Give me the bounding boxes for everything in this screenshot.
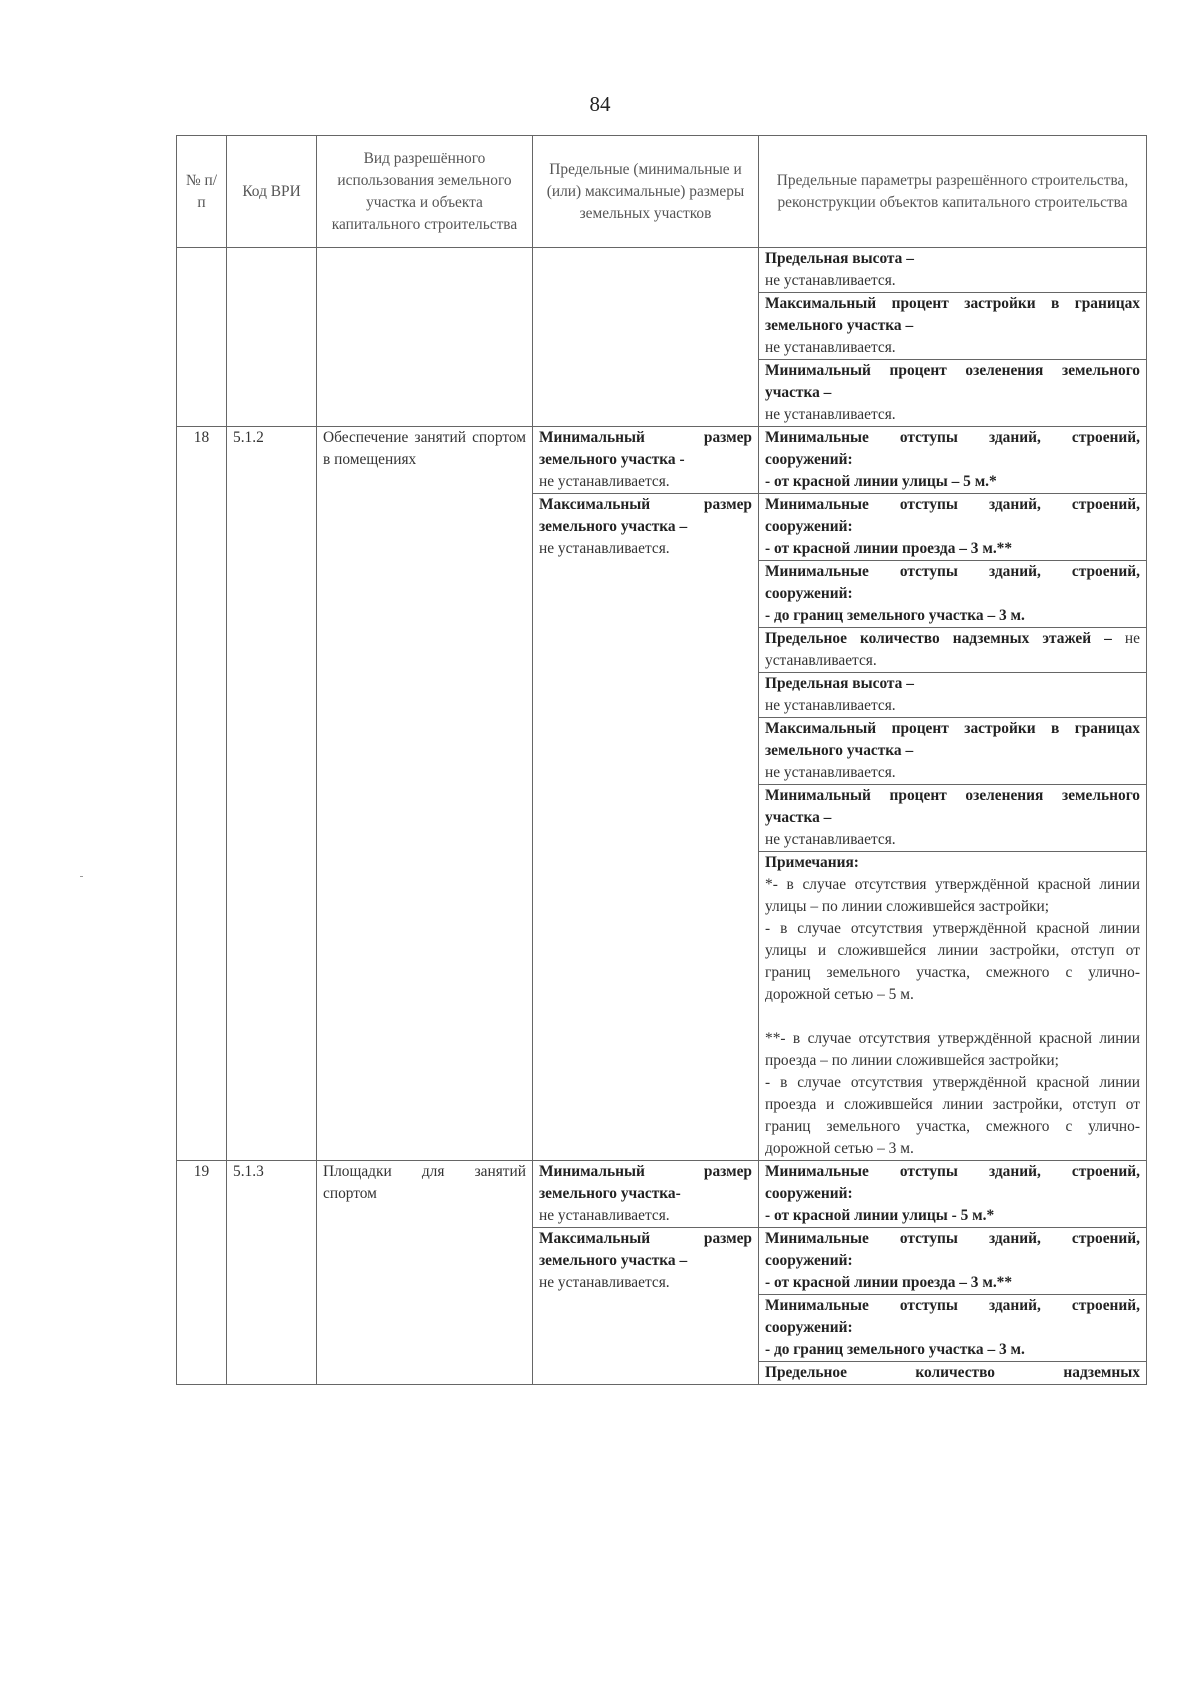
row-num: 18 (177, 427, 227, 1161)
note-3: **- в случае отсутствия утверждённой красной линии проезда – по линии сложившейся застройки; (765, 1030, 1140, 1069)
row-code: 5.1.2 (227, 427, 317, 1161)
min-plot-size: Минимальный размер земельного участка- не устанавливается. (533, 1161, 758, 1228)
margin-mark (80, 876, 83, 877)
table-header-row (177, 136, 1147, 248)
table-row (177, 1161, 1147, 1385)
param-setback-driveway: Минимальные отступы зданий, строений, сооружений: - от красной линии проезда – 3 м.** (759, 1228, 1146, 1295)
table-row (177, 427, 1147, 1161)
header-params: Предельные параметры разрешённого строительства, реконструкции объектов капитального строительства (759, 136, 1147, 248)
header-size: Предельные (минимальные и (или) максимальные) размеры земельных участков (533, 136, 759, 248)
note-1: *- в случае отсутствия утверждённой красной линии улицы – по линии сложившейся застройки; (765, 876, 1140, 915)
param-setback-street: Минимальные отступы зданий, строений, сооружений: - от красной линии улицы - 5 м.* (759, 1161, 1146, 1228)
param-max-coverage: Максимальный процент застройки в границах земельного участка – не устанавливается. (759, 293, 1146, 360)
table-row-continuation (177, 248, 1147, 427)
param-height: Предельная высота – не устанавливается. (759, 673, 1146, 718)
param-floors: Предельное количество надземных (765, 1364, 1140, 1381)
header-code: Код ВРИ (227, 136, 317, 248)
param-height: Предельная высота – не устанавливается. (759, 248, 1146, 293)
row-use: Обеспечение занятий спортом в помещениях (317, 427, 533, 1161)
notes: Примечания: *- в случае отсутствия утверждённой красной линии улицы – по линии сложившейся застройки; - в случае отсутствия утверждённой красной линии улицы и сложившейся линии застройки, отступ от границ земельного участка, смежного с улично-дорожной сетью – 5 м. **- в случае отсутствия утверждённой красной линии проезда – по линии сложившейся застройки; - в случае отсутствия утверждённой красной линии проезда и сложившейся линии застройки, отступ от границ земельного участка, смежного с улично-дорожной сетью – 3 м. (759, 852, 1146, 1160)
row-code: 5.1.3 (227, 1161, 317, 1385)
header-num: № п/п (177, 136, 227, 248)
max-plot-size: Максимальный размер земельного участка – не устанавливается. (539, 496, 752, 557)
header-use: Вид разрешённого использования земельного участка и объекта капитального строительства (317, 136, 533, 248)
min-plot-size: Минимальный размер земельного участка - не устанавливается. (533, 427, 758, 494)
param-setback-boundary: Минимальные отступы зданий, строений, сооружений: - до границ земельного участка – 3 м. (759, 561, 1146, 628)
row-num: 19 (177, 1161, 227, 1385)
param-setback-boundary: Минимальные отступы зданий, строений, сооружений: - до границ земельного участка – 3 м. (759, 1295, 1146, 1362)
note-4: - в случае отсутствия утверждённой красной линии проезда и сложившейся линии застройки, отступ от границ земельного участка, смежного с улично-дорожной сетью – 3 м. (765, 1074, 1140, 1157)
param-setback-street: Минимальные отступы зданий, строений, сооружений: - от красной линии улицы – 5 м.* (759, 427, 1146, 494)
param-setback-driveway: Минимальные отступы зданий, строений, сооружений: - от красной линии проезда – 3 м.** (759, 494, 1146, 561)
param-max-coverage: Максимальный процент застройки в границах земельного участка – не устанавливается. (759, 718, 1146, 785)
max-plot-size: Максимальный размер земельного участка – не устанавливается. (539, 1230, 752, 1291)
note-2: - в случае отсутствия утверждённой красной линии улицы и сложившейся линии застройки, отступ от границ земельного участка, смежного с улично-дорожной сетью – 5 м. (765, 920, 1140, 1003)
param-min-greening: Минимальный процент озеленения земельного участка – не устанавливается. (759, 785, 1146, 852)
param-floors: Предельное количество надземных этажей – не устанавливается. (759, 628, 1146, 673)
regulations-table (176, 135, 1147, 1385)
page-number: 84 (589, 92, 611, 116)
row-use: Площадки для занятий спортом (317, 1161, 533, 1385)
param-min-greening: Минимальный процент озеленения земельного участка – не устанавливается. (765, 362, 1140, 423)
